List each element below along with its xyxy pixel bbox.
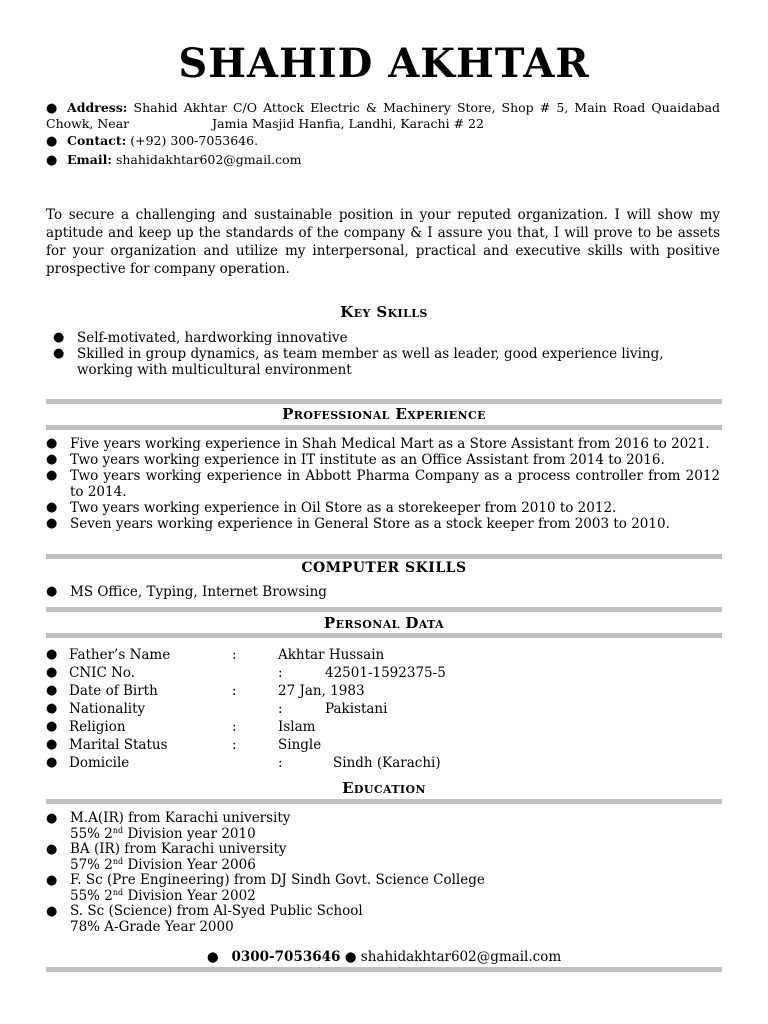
list-item: ● Two years working experience in Abbott Pharma Company as a process controller from 2012 to 2014. — [46, 468, 720, 500]
bullet-icon: ● — [46, 468, 58, 483]
education-title: F. Sc (Pre Engineering) from DJ Sindh Govt. Science College — [70, 872, 485, 888]
address-line — [46, 100, 720, 131]
education-result: 55% 2nd Division Year 2002 — [70, 887, 256, 904]
personal-data-row — [46, 646, 720, 664]
field-label: Marital Status — [69, 737, 168, 753]
bullet-icon: ● — [46, 842, 58, 857]
list-item: ● Skilled in group dynamics, as team member as well as leader, good experience living, working with multicultural environment — [53, 346, 664, 378]
field-label: Father’s Name — [69, 647, 171, 663]
address-text-2b: Jamia Masjid Hanfia, Landhi, Karachi # 22 — [212, 116, 484, 131]
field-label: CNIC No. — [69, 665, 136, 681]
bullet-icon: ● — [46, 436, 58, 451]
education-title: BA (IR) from Karachi university — [70, 841, 287, 857]
field-value: Single — [278, 737, 322, 753]
field-label: Religion — [69, 719, 126, 735]
bullet-icon: ● — [53, 346, 65, 361]
bullet-icon: ● — [46, 873, 58, 888]
bullet-icon: ● — [46, 516, 58, 531]
personal-data-row — [46, 736, 720, 754]
education-item — [46, 904, 720, 935]
field-separator: : — [278, 755, 283, 771]
field-value: 42501-1592375-5 — [325, 665, 446, 681]
email-label: Email: — [67, 152, 112, 167]
bullet-icon: ● — [46, 153, 58, 168]
contact-label: Contact: — [67, 133, 127, 148]
personal-data-row — [46, 754, 720, 772]
section-divider — [46, 399, 722, 404]
list-item: ● MS Office, Typing, Internet Browsing — [46, 584, 327, 600]
bullet-icon: ● — [46, 101, 58, 116]
computer-skills-list — [46, 584, 720, 600]
address-text: Shahid Akhtar C/O Attock Electric & Machinery Store, Shop # 5, Main Road Quaidabad — [133, 100, 720, 115]
field-value: 27 Jan, 1983 — [278, 683, 365, 699]
personal-data-row — [46, 682, 720, 700]
bullet-icon: ● — [46, 737, 58, 752]
personal-data-heading: Personal Data — [323, 614, 445, 632]
field-label: Date of Birth — [69, 683, 158, 699]
bullet-icon: ● — [46, 134, 58, 149]
education-result: 57% 2nd Division Year 2006 — [70, 856, 256, 873]
field-separator: : — [232, 737, 237, 753]
field-separator: : — [278, 701, 283, 717]
bullet-icon: ● — [46, 904, 58, 919]
personal-data-row — [46, 664, 720, 682]
section-divider — [46, 967, 722, 972]
bullet-icon: ● — [46, 701, 58, 716]
experience-list — [46, 436, 720, 532]
list-item: ● Self-motivated, hardworking innovative — [53, 330, 348, 346]
key-skills-heading: Key Skills — [340, 303, 428, 321]
education-item — [46, 811, 720, 842]
email-line — [46, 152, 720, 168]
personal-data-row — [46, 700, 720, 718]
email-address[interactable]: shahidakhtar602@gmail.com — [115, 152, 302, 167]
bullet-icon: ● — [206, 949, 219, 965]
bullet-icon: ● — [46, 811, 58, 826]
personal-data-row — [46, 718, 720, 736]
bullet-icon: ● — [46, 755, 58, 770]
bullet-icon: ● — [46, 683, 58, 698]
field-label: Nationality — [69, 701, 146, 717]
bullet-icon: ● — [46, 647, 58, 662]
candidate-name: SHAHID AKHTAR — [178, 40, 590, 87]
footer-phone: 0300-7053646 — [231, 949, 341, 965]
section-divider — [46, 554, 722, 559]
education-item — [46, 842, 720, 873]
bullet-icon: ● — [344, 949, 357, 965]
bullet-icon: ● — [53, 330, 65, 345]
field-label: Domicile — [69, 755, 130, 771]
key-skills-list — [53, 330, 673, 378]
list-item: ● Seven years working experience in General Store as a stock keeper from 2003 to 2010. — [46, 516, 670, 532]
bullet-icon: ● — [46, 500, 58, 515]
field-separator: : — [232, 683, 237, 699]
bullet-icon: ● — [46, 665, 58, 680]
footer-contact — [0, 949, 768, 965]
field-separator: : — [232, 719, 237, 735]
contact-line — [46, 133, 720, 149]
bullet-icon: ● — [46, 452, 58, 467]
field-value: Islam — [278, 719, 316, 735]
address-text-2a: Chowk, Near — [46, 116, 130, 131]
education-result: 55% 2nd Division year 2010 — [70, 825, 256, 842]
computer-skills-heading: COMPUTER SKILLS — [301, 560, 467, 576]
personal-data-list — [46, 646, 720, 772]
education-list — [46, 811, 720, 935]
section-divider — [46, 799, 722, 804]
field-value: Pakistani — [325, 701, 388, 717]
section-divider — [46, 633, 722, 638]
list-item: ● Two years working experience in IT institute as an Office Assistant from 2014 to 2016. — [46, 452, 665, 468]
education-result: 78% A-Grade Year 2000 — [70, 918, 234, 935]
bullet-icon: ● — [46, 584, 58, 599]
experience-heading: Professional Experience — [282, 405, 486, 423]
field-separator: : — [278, 665, 283, 681]
education-title: S. Sc (Science) from Al-Syed Public School — [70, 903, 363, 919]
education-heading: Education — [342, 779, 426, 797]
address-label: Address: — [67, 100, 128, 115]
education-title: M.A(IR) from Karachi university — [70, 810, 291, 826]
list-item: ● Two years working experience in Oil Store as a storekeeper from 2010 to 2012. — [46, 500, 617, 516]
footer-email[interactable]: shahidakhtar602@gmail.com — [360, 949, 562, 965]
phone-number: (+92) 300-7053646. — [130, 133, 259, 148]
section-divider — [46, 425, 722, 430]
section-divider — [46, 607, 722, 612]
field-separator: : — [232, 647, 237, 663]
field-value: Sindh (Karachi) — [333, 755, 441, 771]
objective-paragraph: To secure a challenging and sustainable position in your reputed organization. I will show my aptitude and keep up the standards of the company & I assure you that, I will prove to be assets for your organization and utilize my interpersonal, practical and executive skills with positive prospective for company operation. — [46, 207, 720, 277]
list-item: ● Five years working experience in Shah Medical Mart as a Store Assistant from 2016 to 2021. — [46, 436, 710, 452]
bullet-icon: ● — [46, 719, 58, 734]
field-value: Akhtar Hussain — [278, 647, 385, 663]
education-item — [46, 873, 720, 904]
